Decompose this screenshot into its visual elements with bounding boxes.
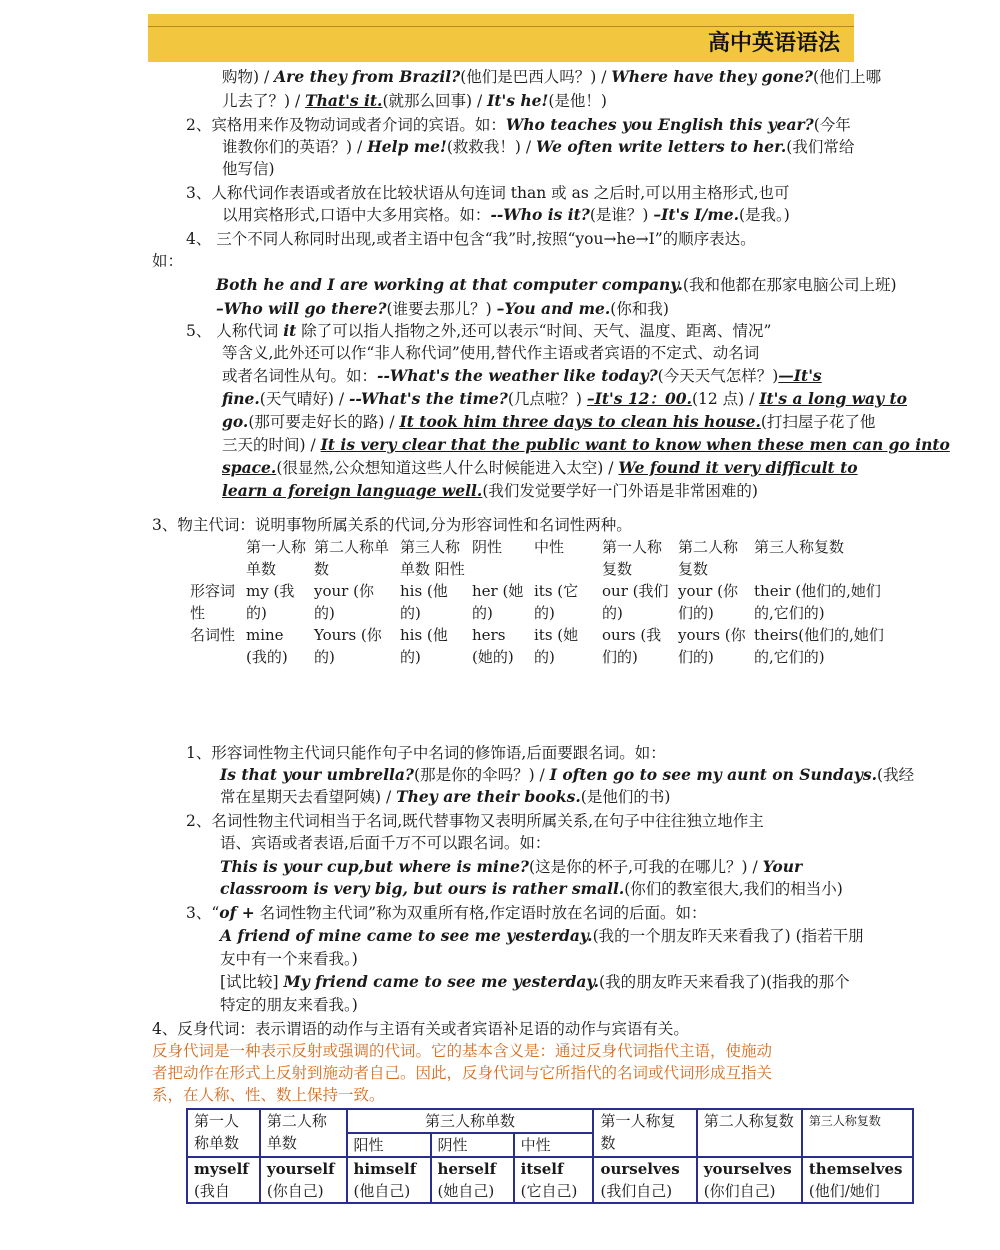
pronoun: itself (520, 1160, 564, 1178)
table-cell: our (我们的) (602, 582, 669, 622)
text-line (220, 832, 550, 854)
table-cell: my (我的) (246, 582, 295, 622)
example-sentence: --Who is it? (490, 205, 590, 224)
table-cell: their (他们的,她们的,它们的) (754, 582, 881, 622)
row-label: 形容词性 (190, 582, 236, 622)
example-sentence: --What's the time? (348, 389, 508, 408)
line-text: (我们常给 (786, 138, 855, 156)
table-header: 第三人称单数 (347, 1109, 594, 1133)
table-cell: ours (我们的) (602, 626, 662, 666)
line-text: (很显然,公众想知道这些人什么时候能进入太空) / (276, 459, 619, 477)
pronoun: ourselves (600, 1160, 680, 1178)
table-header: 第一人称单数 (187, 1109, 260, 1157)
text-line (222, 204, 790, 226)
line-text: 他写信) (222, 160, 275, 178)
section-heading (152, 514, 632, 536)
line-text: [试比较] (220, 973, 284, 991)
line-text: (12 点) / (691, 390, 760, 408)
table-row (187, 1157, 913, 1203)
table-cell: mine (我的) (246, 626, 288, 666)
row-label: 名词性 (190, 626, 236, 644)
table-cell: its (她的) (534, 626, 579, 666)
line-text: (我的一个朋友昨天来看我了) (指若干朋 (592, 927, 864, 945)
table-cell: theirs(他们的,她们的,它们的) (754, 626, 884, 666)
table-header: 第二人称单数 (260, 1109, 347, 1157)
example-sentence: We found it very difficult to (618, 458, 858, 477)
line-text: 2、名词性物主代词相当于名词,既代替事物又表明所属关系,在句子中往往独立地作主 (186, 812, 764, 830)
reflexive-pronoun-table (186, 1108, 914, 1204)
example-sentence: –It's I/me. (653, 205, 739, 224)
table-header-row (190, 536, 900, 580)
table-cell: Yours (你的) (314, 626, 382, 666)
text-line (222, 434, 950, 456)
example-sentence: Your (762, 857, 803, 876)
line-text: (那可要走好长的路) / (248, 413, 400, 431)
line-text: (打扫屋子花了他 (760, 413, 876, 431)
example-sentence: That's it. (305, 91, 383, 110)
line-text: (就那么回事) / (382, 92, 488, 110)
text-line (222, 66, 881, 88)
text-line (222, 388, 907, 410)
table-row (190, 624, 900, 668)
example-sentence: A friend of mine came to see me yesterday. (220, 926, 593, 945)
table-cell: his (他的) (400, 626, 448, 666)
table-cell: her (她的) (472, 582, 524, 622)
line-text: (他们是巴西人吗？) / (460, 68, 612, 86)
example-sentence: fine. (222, 389, 260, 408)
line-text: (他们上哪 (813, 68, 882, 86)
line-text: 等含义,此外还可以作“非人称代词”使用,替代作主语或者宾语的不定式、动名词 (222, 344, 760, 362)
line-text: 除了可以指人指物之外,还可以表示“时间、天气、温度、距离、情况” (296, 322, 772, 340)
table-cell (187, 1157, 260, 1203)
table-header: 第一人称单数 (246, 538, 307, 578)
text-line (222, 457, 858, 479)
text-line (222, 158, 275, 180)
text-line (152, 250, 183, 272)
line-text: 三天的时间) / (222, 436, 321, 454)
line-text: 谁教你们的英语？) / (222, 138, 368, 156)
meaning: (你们自己) (703, 1182, 776, 1200)
text-line (222, 411, 875, 433)
table-cell: hers (她的) (472, 626, 514, 666)
text-line (216, 298, 669, 320)
table-header: 第三人称单数 阳性 (400, 538, 465, 578)
text-line (186, 810, 764, 832)
line-text: (救救我！) / (446, 138, 536, 156)
table-header: 阴性 (431, 1133, 514, 1157)
pronoun: themselves (808, 1160, 903, 1178)
meaning: (他们/她们 (808, 1182, 880, 1200)
text-line (186, 742, 666, 764)
table-cell (697, 1157, 802, 1203)
table-cell (593, 1157, 696, 1203)
line-text: (我和他都在那家电脑公司上班) (682, 276, 897, 294)
pronoun: yourselves (703, 1160, 792, 1178)
example-sentence: go. (222, 412, 249, 431)
table-header: 第二人称复数 (678, 538, 739, 578)
table-cell (431, 1157, 514, 1203)
table-cell (347, 1157, 431, 1203)
line-text: (是谁？) (589, 206, 654, 224)
example-sentence: It's he! (487, 91, 549, 110)
table-cell: his (他的) (400, 582, 448, 622)
pronoun: myself (194, 1160, 249, 1178)
line-text: (我们发觉要学好一门外语是非常困难的) (482, 482, 758, 500)
table-header: 阳性 (347, 1133, 431, 1157)
line-text: (是他！) (548, 92, 607, 110)
example-sentence: –It's 12：00. (586, 389, 692, 408)
example-sentence: Help me! (367, 137, 447, 156)
table-row (190, 580, 900, 624)
orange-note: 系，在人称、性、数上保持一致。 (152, 1086, 385, 1104)
text-line (186, 228, 756, 250)
example-word: of + (219, 903, 255, 922)
table-header: 第二人称复数 (697, 1109, 802, 1157)
text-line (220, 764, 914, 786)
example-sentence: It took him three days to clean his house. (399, 412, 761, 431)
example-sentence: It is very clear that the public want to know when these men can go into (320, 435, 950, 454)
text-line (222, 90, 607, 112)
table-cell (802, 1157, 913, 1203)
table-header: 第一人称复数 (593, 1109, 696, 1157)
example-sentence: Are they from Brazil? (274, 67, 461, 86)
line-text: 4、 三个不同人称同时出现,或者主语中包含“我”时,按照“you→he→I”的顺序表达。 (186, 230, 756, 248)
meaning: (她自己) (437, 1182, 495, 1200)
line-text: 以用宾格形式,口语中大多用宾格。如： (222, 206, 491, 224)
line-text: 2、宾格用来作及物动词或者介词的宾语。如： (186, 116, 506, 134)
example-sentence: Both he and I are working at that computer company. (216, 275, 683, 294)
example-sentence: learn a foreign language well. (222, 481, 483, 500)
example-sentence: We often write letters to her. (536, 137, 787, 156)
table-cell: your (你们的) (678, 582, 738, 622)
line-text: 1、形容词性物主代词只能作句子中名词的修饰语,后面要跟名词。如： (186, 744, 666, 762)
text-line (220, 925, 864, 947)
orange-note: 反身代词是一种表示反射或强调的代词。它的基本含义是：通过反身代词指代主语，使施动 (152, 1042, 773, 1060)
pronoun: himself (353, 1160, 417, 1178)
page-header (148, 14, 854, 62)
text-line (222, 480, 758, 502)
table-header: 中性 (514, 1133, 594, 1157)
table-cell (260, 1157, 347, 1203)
page-title: 高中英语语法 (707, 31, 840, 56)
text-line (220, 878, 843, 900)
line-text: 常在星期天去看望阿姨) / (220, 788, 397, 806)
line-text: 特定的朋友来看我。) (220, 996, 358, 1014)
example-sentence: –Who will go there? (216, 299, 387, 318)
line-text: (今天天气怎样？) (657, 367, 779, 385)
line-text: 友中有一个来看我。) (220, 950, 358, 968)
line-text: 3、“ (186, 904, 220, 922)
example-sentence: This is your cup,but where is mine? (220, 857, 530, 876)
line-text: (你和我) (610, 300, 669, 318)
table-cell (514, 1157, 594, 1203)
line-text: (天气晴好) / (259, 390, 349, 408)
line-text: (我的朋友昨天来看我了)(指我的那个 (599, 973, 850, 991)
example-sentence: I often go to see my aunt on Sundays. (549, 765, 878, 784)
text-line (220, 994, 358, 1016)
pronoun: herself (437, 1160, 497, 1178)
line-text: 语、宾语或者表语,后面千万不可以跟名词。如： (220, 834, 551, 852)
text-line (222, 365, 822, 387)
line-text: 如： (152, 252, 184, 270)
line-text: 名词性物主代词”称为双重所有格,作定语时放在名词的后面。如： (254, 904, 707, 922)
line-text: (谁要去那儿？) (386, 300, 497, 318)
table-header: 中性 (534, 538, 565, 556)
text-line (220, 856, 802, 878)
example-word: it (283, 321, 297, 340)
line-text: (我经 (877, 766, 915, 784)
text-line (222, 342, 759, 364)
text-line (220, 786, 670, 808)
orange-note: 者把动作在形式上反射到施动者自己。因此，反身代词与它所指代的名词或代词形成互指关 (152, 1064, 773, 1082)
line-text: 3、物主代词：说明事物所属关系的代词,分为形容词性和名词性两种。 (152, 516, 632, 534)
table-header: 第三人称复数 (754, 538, 845, 556)
table-header: 第二人称单数 (314, 538, 390, 578)
meaning: (你自己) (266, 1182, 324, 1200)
table-header: 第一人称复数 (602, 538, 663, 578)
text-line (186, 182, 790, 204)
line-text: 购物) / (222, 68, 275, 86)
line-text: (是他们的书) (580, 788, 671, 806)
line-text: (是我。) (739, 206, 790, 224)
line-text: (今年 (813, 116, 851, 134)
table-header: 阴性 (472, 538, 503, 556)
example-sentence: Is that your umbrella? (220, 765, 415, 784)
text-line (186, 320, 772, 342)
example-sentence: It's a long way to (759, 389, 907, 408)
meaning: (他自己) (353, 1182, 411, 1200)
line-text: 儿去了？) / (222, 92, 306, 110)
line-text: 或者名词性从句。如： (222, 367, 378, 385)
meaning: (我自 (194, 1182, 230, 1200)
table-cell: your (你的) (314, 582, 374, 622)
example-sentence: space. (222, 458, 277, 477)
table-cell: its (它的) (534, 582, 579, 622)
example-sentence: –You and me. (496, 299, 611, 318)
text-line (186, 114, 851, 136)
example-sentence: classroom is very big, but ours is rather small. (220, 879, 625, 898)
line-text: (这是你的杯子,可我的在哪儿？) / (529, 858, 763, 876)
meaning: (它自己) (520, 1182, 578, 1200)
example-sentence: My friend came to see me yesterday. (283, 972, 600, 991)
text-line (220, 948, 358, 970)
line-text: 3、人称代词作表语或者放在比较状语从句连词 than 或 as 之后时,可以用主格形式,也可 (186, 184, 790, 202)
pronoun: yourself (266, 1160, 335, 1178)
example-sentence: --What's the weather like today? (377, 366, 658, 385)
table-header: 第三人称复数 (802, 1109, 913, 1157)
table-header-row (187, 1109, 913, 1133)
line-text: (你们的教室很大,我们的相当小) (624, 880, 843, 898)
section-heading (152, 1018, 689, 1040)
table-cell: yours (你们的) (678, 626, 746, 666)
text-line (220, 971, 850, 993)
example-sentence: Where have they gone? (611, 67, 814, 86)
line-text: (那是你的伞吗？) / (414, 766, 550, 784)
example-sentence: They are their books. (396, 787, 581, 806)
line-text: 5、 人称代词 (186, 322, 284, 340)
line-text: 4、反身代词：表示谓语的动作与主语有关或者宾语补足语的动作与宾语有关。 (152, 1020, 689, 1038)
meaning: (我们自己) (600, 1182, 673, 1200)
possessive-pronoun-table (190, 536, 900, 668)
example-sentence: Who teaches you English this year? (505, 115, 814, 134)
text-line (216, 274, 897, 296)
example-sentence: —It's (778, 366, 822, 385)
text-line (222, 136, 854, 158)
table-cell (190, 536, 246, 580)
line-text: (几点啦？) (507, 390, 587, 408)
text-line (186, 902, 706, 924)
